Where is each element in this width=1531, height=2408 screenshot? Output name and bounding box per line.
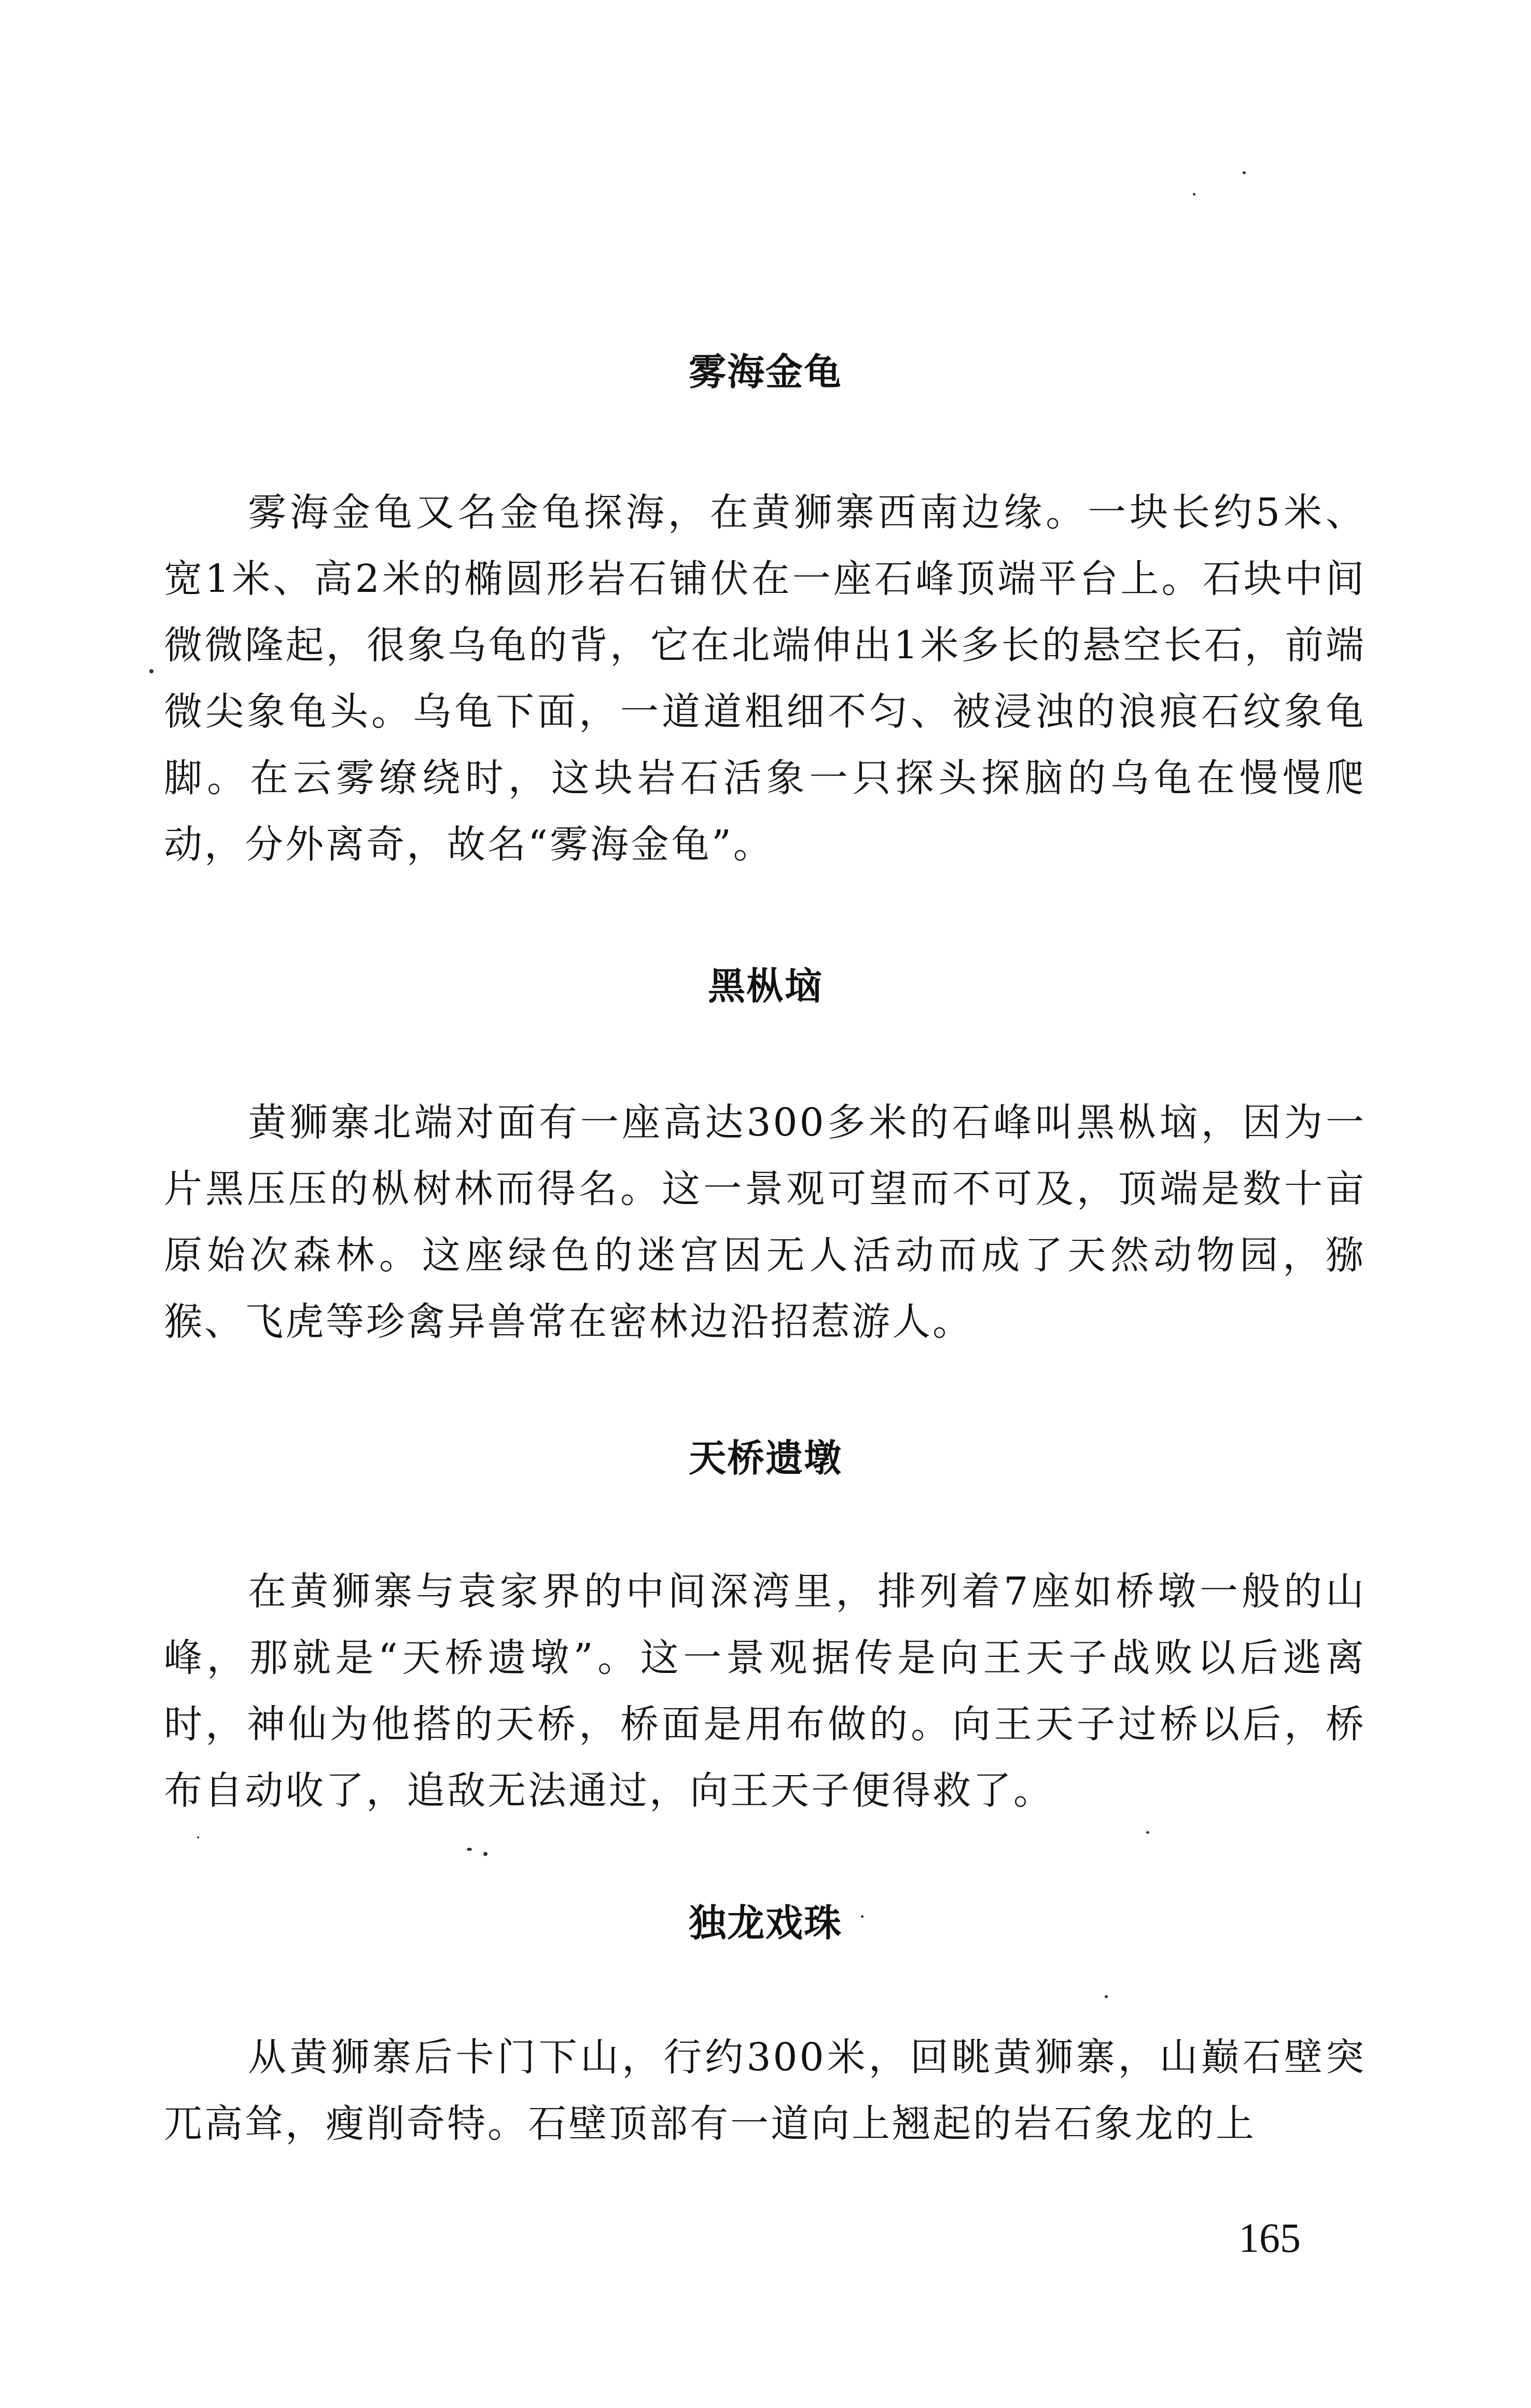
scan-speck xyxy=(197,1836,199,1838)
scan-speck xyxy=(1105,1995,1108,1998)
scan-speck xyxy=(1243,171,1246,174)
scan-speck xyxy=(861,1915,864,1918)
section-paragraph: 在黄狮寨与袁家界的中间深湾里，排列着7座如桥墩一般的山峰，那就是“天桥遗墩”。这一景观据传是向王天子战败以后逃离时，神仙为他搭的天桥，桥面是用布做的。向王天子过桥以后，桥布自动收了，追敌无法通过，向王天子便得救了。 xyxy=(164,1569,1366,1813)
section-title: 天桥遗墩 xyxy=(688,1436,842,1480)
section-paragraph: 雾海金龟又名金龟探海，在黄狮寨西南边缘。一块长约5米、宽1米、高2米的椭圆形岩石铺伏在一座石峰顶端平台上。石块中间微微隆起，很象乌龟的背，它在北端伸出1米多长的悬空长石，前端微尖象龟头。乌龟下面，一道道粗细不匀、被浸浊的浪痕石纹象龟脚。在云雾缭绕时，这块岩石活象一只探头探脑的乌龟在慢慢爬动，分外离奇，故名“雾海金龟”。 xyxy=(164,490,1366,867)
scan-speck xyxy=(1146,1831,1149,1834)
section-title: 独龙戏珠 xyxy=(688,1901,842,1945)
scan-speck xyxy=(1193,193,1195,196)
section-paragraph: 从黄狮寨后卡门下山，行约300米，回眺黄狮寨，山巅石壁突兀高耸，瘦削奇特。石壁顶部有一道向上翘起的岩石象龙的上 xyxy=(164,2035,1366,2146)
section-paragraph: 黄狮寨北端对面有一座高达300多米的石峰叫黑枞垴，因为一片黑压压的枞树林而得名。这一景观可望而不可及，顶端是数十亩原始次森林。这座绿色的迷宫因无人活动而成了天然动物园，猕猴、飞虎等珍禽异兽常在密林边沿招惹游人。 xyxy=(164,1100,1366,1344)
scan-speck xyxy=(149,669,154,673)
page-number: 165 xyxy=(1238,2216,1301,2261)
section-title: 黑枞垴 xyxy=(707,964,823,1008)
scan-speck xyxy=(467,1848,472,1851)
section-title: 雾海金龟 xyxy=(688,350,842,394)
scan-speck xyxy=(483,1852,488,1856)
